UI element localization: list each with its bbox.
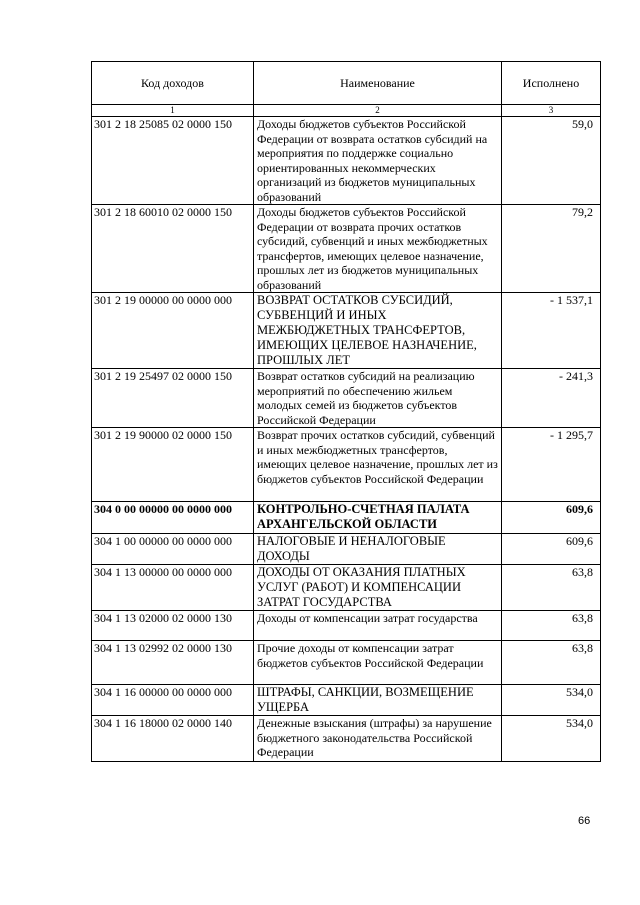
table-row [92, 293, 601, 369]
row-value: 63,8 [502, 565, 601, 611]
table-row [92, 641, 601, 685]
header-executed: Исполнено [502, 62, 601, 105]
table-row [92, 428, 601, 502]
table-header-row [92, 62, 601, 105]
row-name: Прочие доходы от компенсации затрат бюджетов субъектов Российской Федерации [254, 641, 502, 685]
row-code: 304 1 00 00000 00 0000 000 [92, 534, 254, 565]
table-row [92, 369, 601, 428]
header-name: Наименование [254, 62, 502, 105]
row-code: 304 0 00 00000 00 0000 000 [92, 502, 254, 534]
row-value: - 1 537,1 [502, 293, 601, 369]
table-row [92, 502, 601, 534]
table-row [92, 685, 601, 716]
row-name: КОНТРОЛЬНО-СЧЕТНАЯ ПАЛАТА АРХАНГЕЛЬСКОЙ ОБЛАСТИ [254, 502, 502, 534]
row-code: 304 1 16 18000 02 0000 140 [92, 716, 254, 762]
row-code: 304 1 16 00000 00 0000 000 [92, 685, 254, 716]
row-code: 301 2 19 25497 02 0000 150 [92, 369, 254, 428]
revenue-table [91, 61, 601, 762]
row-code: 304 1 13 02000 02 0000 130 [92, 611, 254, 641]
column-number: 2 [254, 105, 502, 117]
row-value: - 241,3 [502, 369, 601, 428]
row-name: ШТРАФЫ, САНКЦИИ, ВОЗМЕЩЕНИЕ УЩЕРБА [254, 685, 502, 716]
table-row [92, 117, 601, 205]
row-name: ДОХОДЫ ОТ ОКАЗАНИЯ ПЛАТНЫХ УСЛУГ (РАБОТ) И КОМПЕНСАЦИИ ЗАТРАТ ГОСУДАРСТВА [254, 565, 502, 611]
table-row [92, 565, 601, 611]
page-number: 66 [578, 815, 591, 827]
row-name: ВОЗВРАТ ОСТАТКОВ СУБСИДИЙ, СУБВЕНЦИЙ И ИНЫХ МЕЖБЮДЖЕТНЫХ ТРАНСФЕРТОВ, ИМЕЮЩИХ ЦЕЛЕВОЕ НАЗНАЧЕНИЕ, ПРОШЛЫХ ЛЕТ [254, 293, 502, 369]
table-row [92, 716, 601, 762]
header-code: Код доходов [92, 62, 254, 105]
row-value: 609,6 [502, 534, 601, 565]
row-value: - 1 295,7 [502, 428, 601, 502]
row-value: 534,0 [502, 716, 601, 762]
row-name: Доходы бюджетов субъектов Российской Федерации от возврата прочих остатков субсидий, субвенций и иных межбюджетных трансфертов, имеющих целевое назначение, прошлых лет из бюджетов муниципальных образований [254, 205, 502, 293]
table-row [92, 205, 601, 293]
row-value: 79,2 [502, 205, 601, 293]
row-name: НАЛОГОВЫЕ И НЕНАЛОГОВЫЕ ДОХОДЫ [254, 534, 502, 565]
row-value: 59,0 [502, 117, 601, 205]
row-code: 304 1 13 02992 02 0000 130 [92, 641, 254, 685]
table-row [92, 611, 601, 641]
row-name: Денежные взыскания (штрафы) за нарушение бюджетного законодательства Российской Федерации [254, 716, 502, 762]
row-code: 301 2 19 00000 00 0000 000 [92, 293, 254, 369]
column-number-row [92, 105, 601, 117]
row-name: Возврат прочих остатков субсидий, субвенций и иных межбюджетных трансфертов, имеющих целевое назначение, прошлых лет из бюджетов субъектов Российской Федерации [254, 428, 502, 502]
row-value: 63,8 [502, 611, 601, 641]
column-number: 3 [502, 105, 601, 117]
table-row [92, 534, 601, 565]
row-name: Доходы бюджетов субъектов Российской Федерации от возврата остатков субсидий на мероприятия по поддержке социально ориентированных некоммерческих организаций из бюджетов муниципальных образований [254, 117, 502, 205]
row-value: 534,0 [502, 685, 601, 716]
row-value: 63,8 [502, 641, 601, 685]
row-code: 304 1 13 00000 00 0000 000 [92, 565, 254, 611]
row-code: 301 2 18 25085 02 0000 150 [92, 117, 254, 205]
row-name: Доходы от компенсации затрат государства [254, 611, 502, 641]
row-code: 301 2 18 60010 02 0000 150 [92, 205, 254, 293]
row-code: 301 2 19 90000 02 0000 150 [92, 428, 254, 502]
row-name: Возврат остатков субсидий на реализацию мероприятий по обеспечению жильем молодых семей из бюджетов субъектов Российской Федерации [254, 369, 502, 428]
column-number: 1 [92, 105, 254, 117]
row-value: 609,6 [502, 502, 601, 534]
